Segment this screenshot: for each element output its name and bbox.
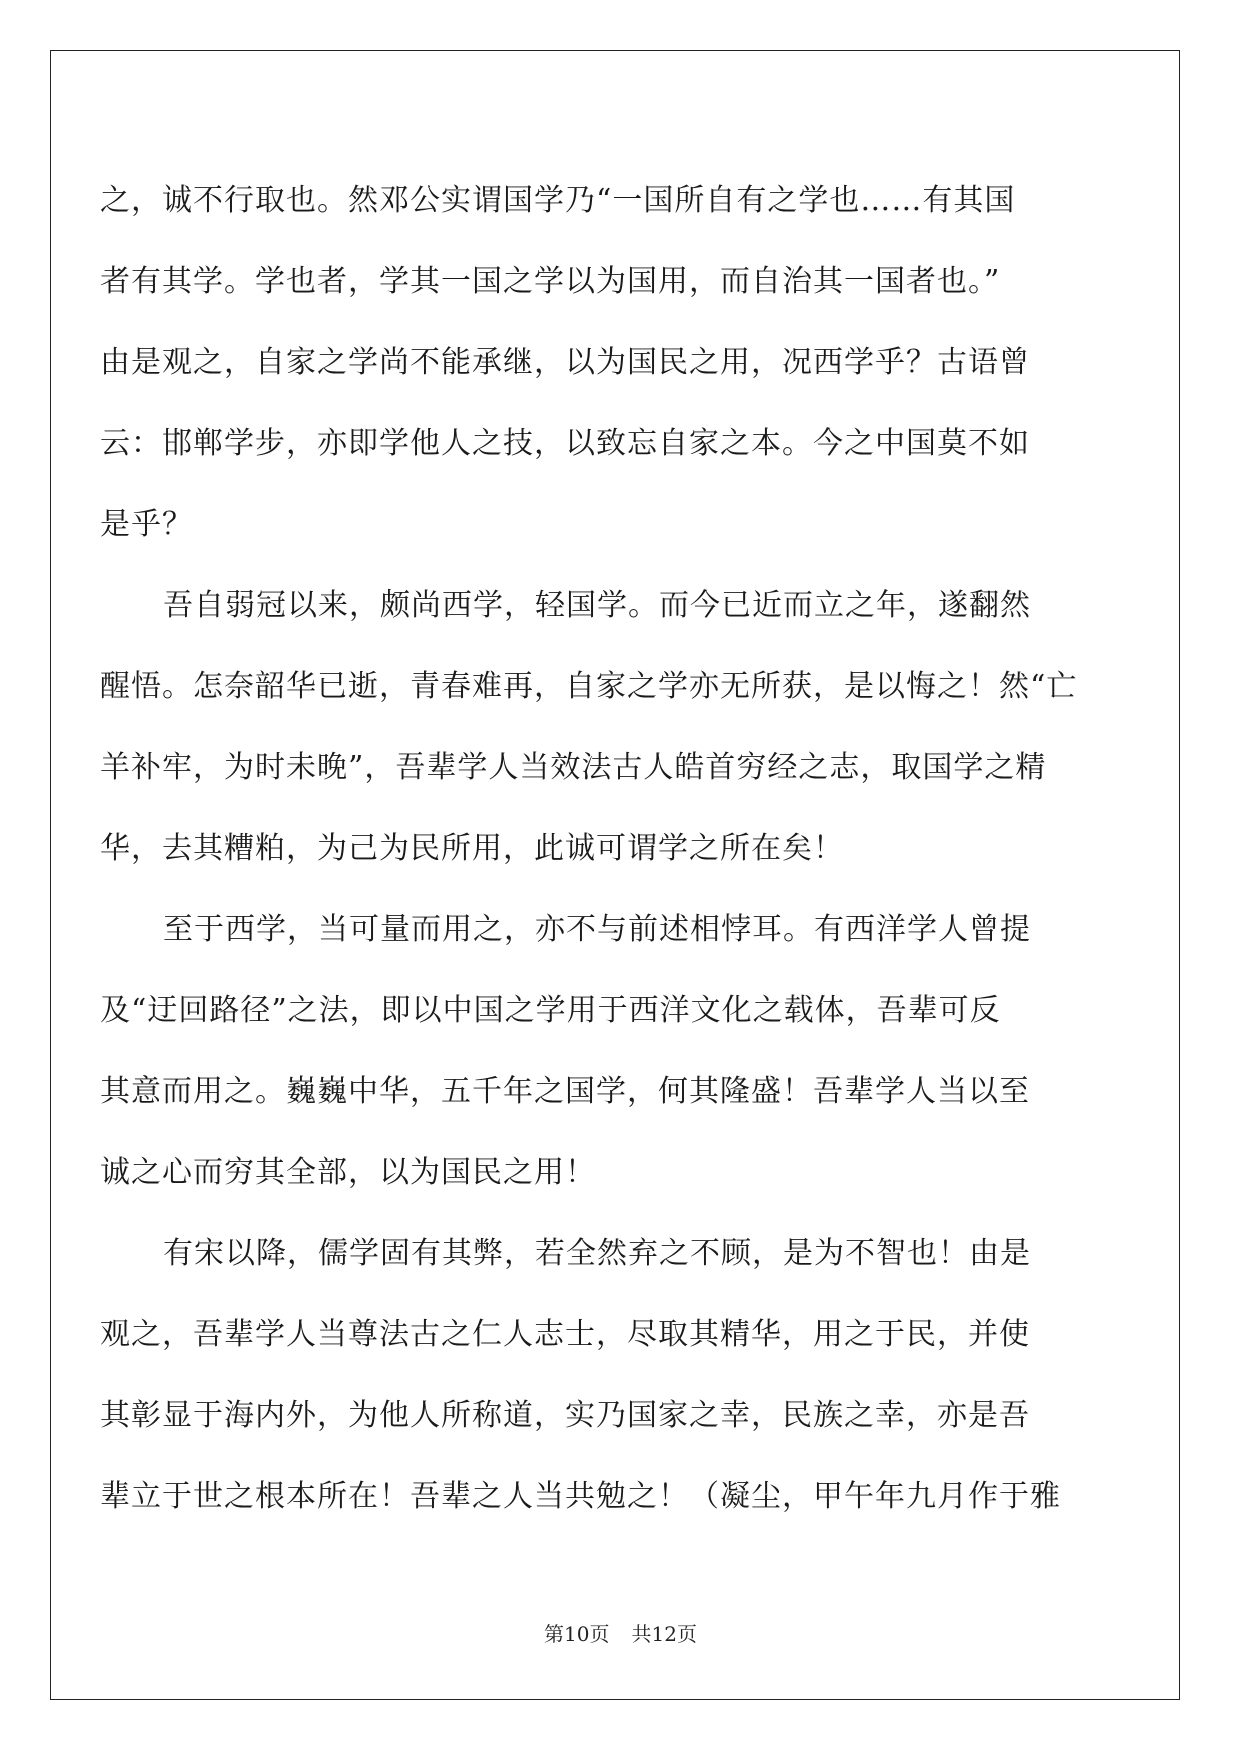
text-line: 其彰显于海内外，为他人所称道，实乃国家之幸，民族之幸，亦是吾 [100,1398,1030,1433]
text-line: 羊补牢，为时未晚”，吾辈学人当效法古人皓首穷经之志，取国学之精 [100,750,1047,785]
document-body [100,160,1136,1537]
paragraph-start-line: 至于西学，当可量而用之，亦不与前述相悖耳。有西洋学人曾提 [163,912,1031,947]
text-line: 是乎？ [100,507,193,542]
text-line: 醒悟。怎奈韶华已逝，青春难再，自家之学亦无所获，是以悔之！然“亡 [100,669,1078,704]
paragraph-start-line: 有宋以降，儒学固有其弊，若全然弃之不顾，是为不智也！由是 [163,1236,1031,1271]
text-line: 观之，吾辈学人当尊法古之仁人志士，尽取其精华，用之于民，并使 [100,1317,1030,1352]
text-line: 者有其学。学也者，学其一国之学以为国用，而自治其一国者也。” [100,264,1001,299]
text-line: 诚之心而穷其全部，以为国民之用！ [100,1155,596,1190]
text-line: 华，去其糟粕，为己为民所用，此诚可谓学之所在矣！ [100,831,844,866]
text-line: 及“迂回路径”之法，即以中国之学用于西洋文化之载体，吾辈可反 [100,993,1001,1028]
page-number: 第10页 [544,1622,610,1646]
text-line: 辈立于世之根本所在！吾辈之人当共勉之！（凝尘，甲午年九月作于雅 [100,1479,1061,1514]
text-line: 由是观之，自家之学尚不能承继，以为国民之用，况西学乎？古语曾 [100,345,1030,380]
page-footer [0,1618,1241,1647]
text-line: 云：邯郸学步，亦即学他人之技，以致忘自家之本。今之中国莫不如 [100,426,1030,461]
text-line: 之，诚不行取也。然邓公实谓国学乃“一国所自有之学也……有其国 [100,183,1016,218]
text-line: 其意而用之。巍巍中华，五千年之国学，何其隆盛！吾辈学人当以至 [100,1074,1030,1109]
paragraph-start-line: 吾自弱冠以来，颇尚西学，轻国学。而今已近而立之年，遂翻然 [163,588,1031,623]
page-total: 共12页 [631,1622,697,1646]
